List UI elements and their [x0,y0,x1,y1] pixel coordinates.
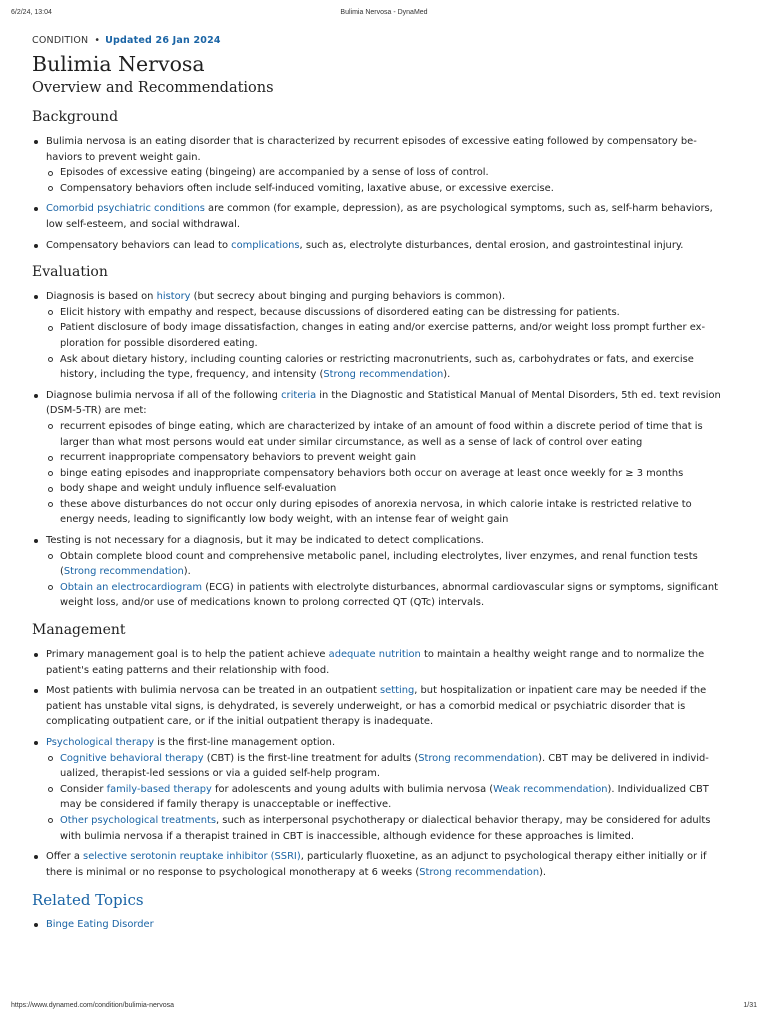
section-heading-related-topics: Related Topics [32,891,144,910]
link-family-based-therapy[interactable]: family-based therapy [106,783,212,795]
updated-date: Updated 26 Jan 2024 [105,35,221,46]
list-item [32,388,722,528]
sub-list-item: recurrent inappropriate compensatory behaviors to prevent weight gain [46,450,722,466]
item-text: , particularly fluoxetine, as an adjunct to psychological therapy either initially or if there is minimal or no response to psychological monotherapy at 6 weeks ( [46,851,707,878]
article-meta [32,33,722,49]
sub-list-item: Episodes of excessive eating (bingeing) are accompanied by a sense of loss of control. [46,165,722,181]
link-criteria[interactable]: criteria [281,389,317,401]
item-text: , such as, electrolyte disturbances, dental erosion, and gastrointestinal injury. [299,239,684,251]
print-page-number: 1/31 [743,1002,757,1009]
sub-list-item: recurrent episodes of binge eating, which are characterized by intake of an amount of food within a discrete period of time that is larger than what most persons would eat under similar circumstance, as well as a sense of lack of control over eating [46,419,722,450]
sub-list [46,165,722,196]
print-header [11,9,757,21]
item-text: Obtain complete blood count and comprehensive metabolic panel, including electrolytes, liver enzymes, and renal function tests ( [60,550,698,578]
page-subtitle: Overview and Recommendations [32,80,274,96]
item-text: , but hospitalization or inpatient care may be needed if the patient has unstable vital signs, is dehydrated, is severely underweight, or has a comorbid medical or psychiatric disorder that is complicating outpatient care, or if the initial outpatient therapy is inadequate. [46,685,707,728]
section-heading-management: Management [32,622,126,639]
item-text: Diagnosis is based on [46,291,157,303]
link-complications[interactable]: complications [231,239,300,251]
item-text: Bulimia nervosa is an eating disorder that is characterized by recurrent episodes of excessive eating followed by compensatory behaviors to prevent weight gain. [46,136,697,163]
link-other-psychological-treatments[interactable]: Other psychological treatments [60,814,217,826]
sub-list [46,419,722,528]
sub-list-item: body shape and weight unduly influence self-evaluation [46,481,722,497]
item-text: ). CBT may be delivered in individualized, therapist-led sessions or via a guided self-help program. [60,752,709,780]
print-footer [11,1002,757,1014]
sub-list-item: binge eating episodes and inappropriate compensatory behaviors both occur on average at least once weekly for ≥ 3 months [46,466,722,482]
section-heading-evaluation: Evaluation [32,264,108,281]
item-text: (ECG) in patients with electrolyte disturbances, abnormal cardiovascular signs or symptoms, significant weight loss, and/or use of medications known to prolong corrected QT (QTc) intervals. [60,581,719,609]
sub-list [46,751,722,845]
list-item [32,917,722,933]
sub-list-item [46,580,722,611]
print-url: https://www.dynamed.com/condition/bulimia-nervosa [11,1002,175,1009]
link-strong-recommendation[interactable]: Strong recommendation [418,752,539,764]
item-text: ). [183,566,191,578]
item-text: Offer a [46,851,84,863]
sub-list-item [46,352,722,383]
link-setting[interactable]: setting [380,685,415,697]
list-item [32,238,722,254]
print-datetime: 6/2/24, 13:04 [11,9,52,16]
sub-list-item: Patient disclosure of body image dissatisfaction, changes in eating and/or exercise patterns, and/or weight loss prompt further exploration for possible disordered eating. [46,320,722,351]
item-text: ). Individualized CBT may be considered if family therapy is unacceptable or ineffective. [60,783,709,811]
link-strong-recommendation[interactable]: Strong recommendation [419,866,540,878]
item-text: Compensatory behaviors can lead to [46,239,232,251]
link-history[interactable]: history [156,291,191,303]
link-cbt[interactable]: Cognitive behavioral therapy [60,752,204,764]
sub-list [46,549,722,611]
list-item [32,533,722,611]
item-text: (CBT) is the first-line treatment for adults ( [203,752,419,764]
link-strong-recommendation[interactable]: Strong recommendation [323,369,444,381]
item-text: Diagnose bulimia nervosa if all of the following [46,389,282,401]
list-item [32,683,722,730]
evaluation-list [32,289,722,611]
item-text: are common (for example, depression), as are psychological symptoms, such as, self-harm behaviors, low self-esteem, and social withdrawal. [46,203,713,230]
item-text: , such as interpersonal psychotherapy or dialectical behavior therapy, may be considered for adults with bulimia nervosa if a therapist trained in CBT is inaccessible, although evidence for these approaches is limited. [60,814,711,842]
page-title: Bulimia Nervosa [32,52,205,76]
link-psychological-therapy[interactable]: Psychological therapy [46,737,155,748]
item-text: ). [539,866,547,878]
item-text: ). [443,369,451,381]
management-list [32,647,722,880]
item-text: Primary management goal is to help the patient achieve [46,649,329,661]
link-adequate-nutrition[interactable]: adequate nutrition [328,649,421,661]
item-text: Ask about dietary history, including counting calories or restricting macronutrients, such as, carbohydrates or fats, and exercise history, including the type, frequency, and intensity ( [60,353,694,381]
item-text: Most patients with bulimia nervosa can be treated in an outpatient [46,685,381,697]
sub-list [46,305,722,383]
sub-list-item: these above disturbances do not occur only during episodes of anorexia nervosa, in which calorie intake is restricted relative to energy needs, leading to significantly low body weight, with an intense fear of weight gain [46,497,722,528]
background-list [32,134,722,253]
link-strong-recommendation[interactable]: Strong recommendation [63,566,184,578]
link-weak-recommendation[interactable]: Weak recommendation [493,783,608,795]
sub-list-item: Compensatory behaviors often include self-induced vomiting, laxative abuse, or excessive exercise. [46,181,722,197]
sub-list-item: Elicit history with empathy and respect, because discussions of disordered eating can be distressing for patients. [46,305,722,321]
article [32,33,722,938]
item-text: Consider [60,783,107,795]
item-text: for adolescents and young adults with bulimia nervosa ( [211,783,494,795]
item-text: (but secrecy about binging and purging behaviors is common). [190,291,506,303]
item-text: is the first-line management option. [154,737,336,748]
list-item [32,134,722,196]
item-text: in the Diagnostic and Statistical Manual of Mental Disorders, 5th ed. text revision (DSM-5-TR) are met: [46,389,721,417]
link-ssri[interactable]: selective serotonin reuptake inhibitor (SSRI) [83,851,301,863]
list-item [32,647,722,678]
sub-list-item [46,549,722,580]
meta-separator: • [94,35,101,46]
link-obtain-ecg[interactable]: Obtain an electrocardiogram [60,581,203,593]
list-item [32,289,722,383]
list-item [32,849,722,880]
print-page-title: Bulimia Nervosa - DynaMed [340,9,428,16]
category-label: CONDITION [32,35,89,46]
related-topics-list [32,917,722,933]
item-text: Testing is not necessary for a diagnosis, but it may be indicated to detect complications. [46,535,484,547]
link-binge-eating-disorder[interactable]: Binge Eating Disorder [46,919,154,931]
list-item [32,735,722,844]
sub-list-item [46,813,722,844]
item-text: to maintain a healthy weight range and to normalize the patient's eating patterns and their relationship with food. [46,649,705,676]
list-item [32,201,722,232]
section-heading-background: Background [32,109,119,125]
link-comorbid-conditions[interactable]: Comorbid psychiatric conditions [46,203,205,215]
sub-list-item [46,782,722,813]
sub-list-item [46,751,722,782]
